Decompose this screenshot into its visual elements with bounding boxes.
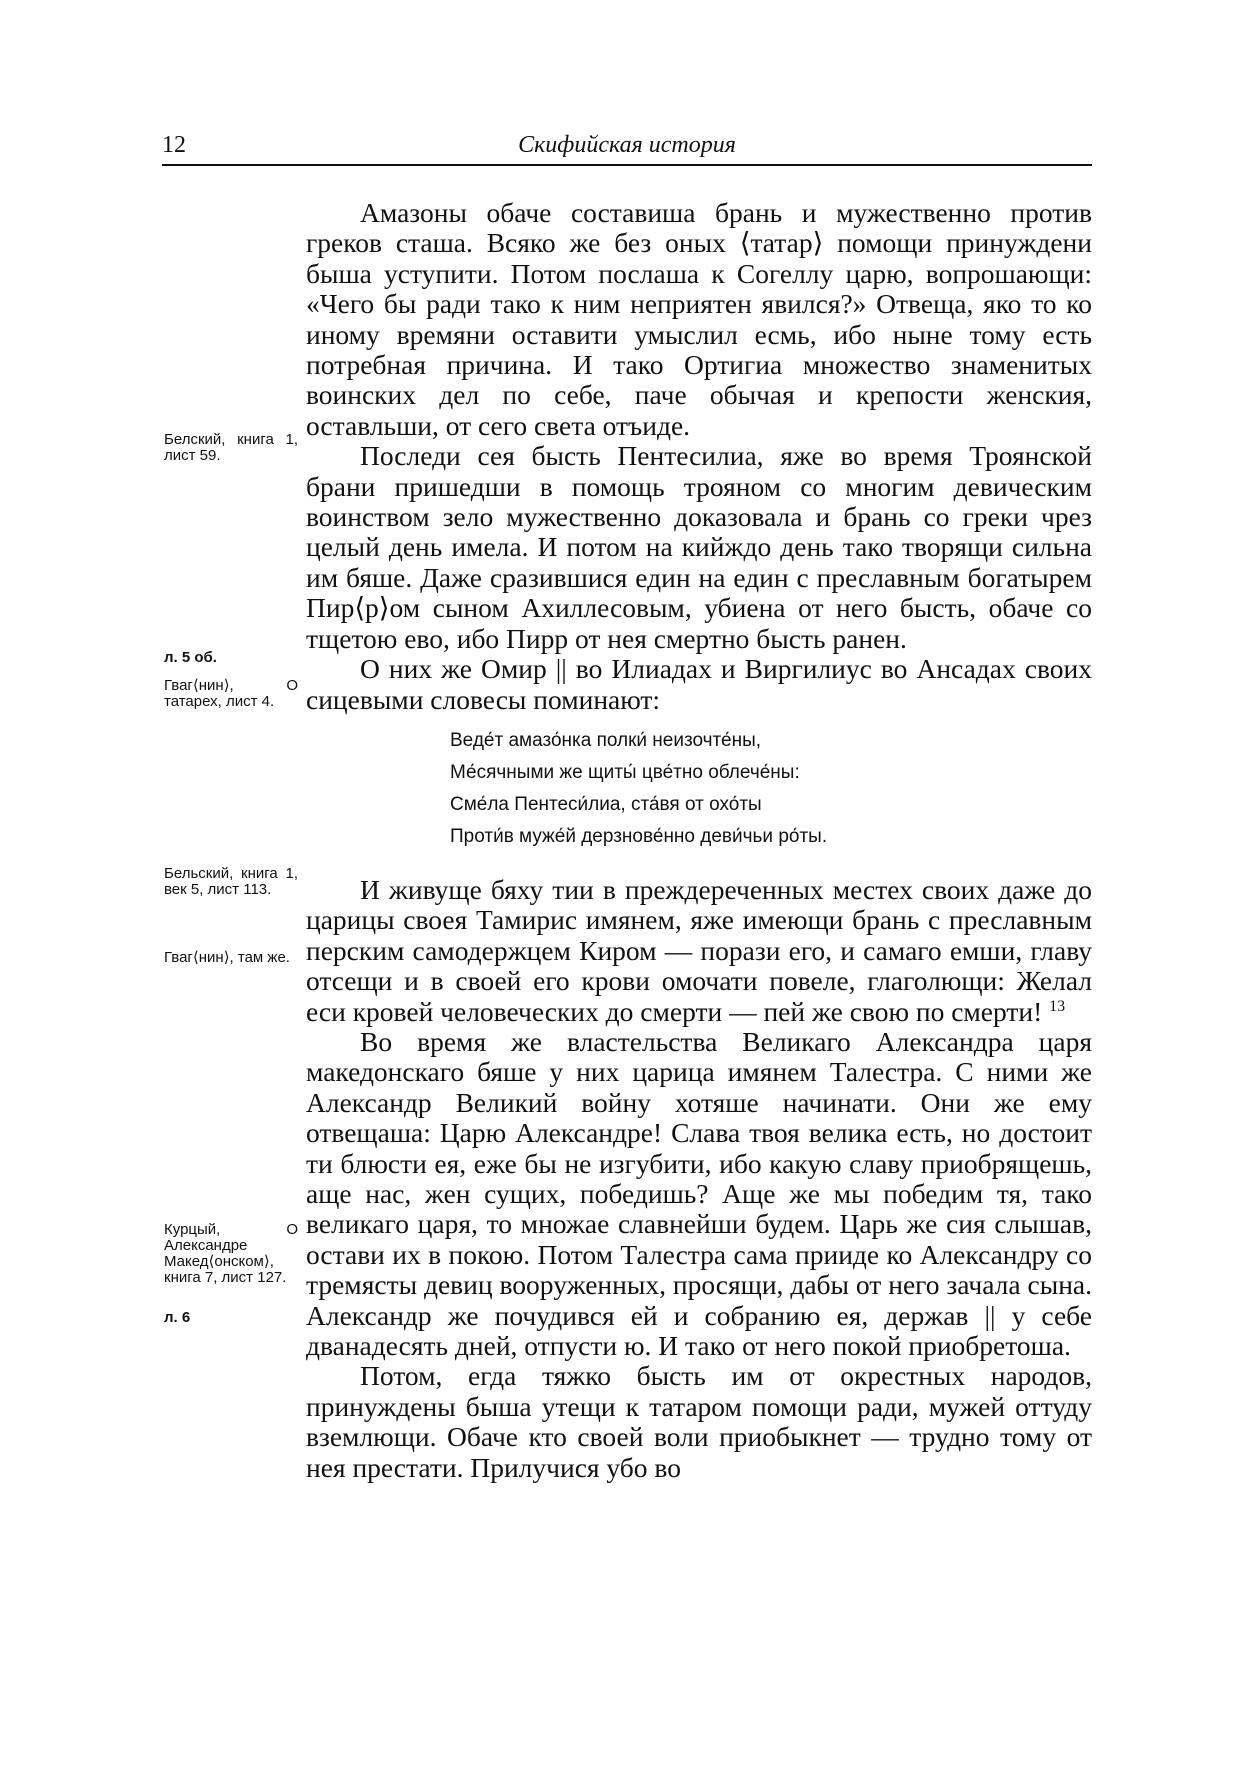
paragraph: Последи сея бысть Пентесилиа, яже во время Троянской брани пришедши в помощь трояном со многим девическим воинством зело мужественно доказовала и брань со греки чрез целый день имела. И потом на кийждо день тако творящи сильна им бяше. Даже сразившися един на един с преславным богатырем Пир⟨р⟩ом сыном Ахиллесовым, убиена от него бысть, обаче со тщетою ево, ибо Пирр от нея смертно бысть ранен.	[306, 440, 1092, 654]
margin-note-belsky-59: Белский, книга 1, лист 59.	[164, 431, 298, 464]
footnote-marker: 13	[1049, 997, 1066, 1015]
verse-line: Веде́т амазо́нка полки́ неизочте́ны,	[450, 729, 762, 751]
paragraph-text: И живуще бяху тии в преждереченных местех своих даже до царицы своея Тамирис имянем, яже имеющи брань с преславным перским самодержцем Киром — порази его, и самаго емши, главу отсещи и в своей его крови омочати повеле, глаголющи: Желал еси кровей человеческих до смерти — пей же свою по смерти!	[306, 873, 1092, 1027]
paragraph: Амазоны обаче составиша брань и мужественно против греков сташа. Всяко же без оных ⟨татар⟩ помощи принуждени быша уступити. Потом послаша к Согеллу царю, вопрошающи: «Чего бы ради тако к ним неприятен явился?» Отвеща, яко то ко иному времяни оставити умыслил есмь, ибо ныне тому есть потребная причина. И тако Ортигиа множество знаменитых воинских дел по себе, паче обычая и крепости женския, оставльши, от сего света отъиде.	[306, 197, 1092, 441]
paragraph: О них же Омир || во Илиадах и Виргилиус во Ансадах своих сицевыми словесы поминают:	[306, 653, 1092, 715]
verse-quotation	[450, 725, 1092, 853]
running-title: Скифийская история	[518, 132, 736, 158]
margin-note-folio-6: л. 6	[164, 1309, 191, 1326]
paragraph	[306, 875, 1092, 1027]
margin-note-folio-5v: л. 5 об.	[164, 649, 217, 666]
paragraph: Потом, егда тяжко бысть им от окрестных народов, принуждены быша утещи к татаром помощи ради, мужей оттуду вземлющи. Обаче кто своей воли приобыкнет — трудно тому от нея престати. Прилучися убо во	[306, 1360, 1092, 1483]
margin-note-gvagnin-4: Гваг⟨нин⟩, О татарех, лист 4.	[164, 677, 298, 710]
verse-line: Проти́в муже́й дерзнове́нно деви́чьи ро́ты.	[450, 825, 828, 847]
verse-line: Сме́ла Пентеси́лиа, ста́вя от охо́ты	[450, 793, 762, 815]
main-text	[306, 198, 1092, 1483]
page-header	[162, 124, 1092, 164]
margin-note-curtius-127: Курцый, О Александре Макед⟨онском⟩, книга 7, лист 127.	[164, 1221, 298, 1286]
margin-note-belsky-113: Бельский, книга 1, век 5, лист 113.	[164, 865, 298, 898]
page-number: 12	[162, 132, 186, 158]
margin-note-gvagnin-same: Гваг⟨нин⟩, там же.	[164, 949, 290, 966]
paragraph: Во время же властельства Великаго Александра царя македонскаго бяше у них царица имянем Талестра. С ними же Александр Великий войну хотяше начинати. Они же ему отвещаша: Царю Александре! Слава твоя велика есть, но достоит ти блюсти ея, еже бы не изгубити, ибо какую славу приобрящешь, аще нас, жен сущих, победишь? Аще же мы победим тя, тако великаго царя, то множае славнейши будем. Царь же сия слышав, остави их в покою. Потом Талестра сама прииде ко Александру со тремясты девиц вооруженных, просящи, дабы от него зачала сына. Александр же почудився ей и собранию ея, держав || у себе дванадесять дней, отпусти ю. И тако от него покой приобретоша.	[306, 1025, 1092, 1361]
header-rule	[162, 164, 1092, 166]
verse-line: Ме́сячными же щиты́ цве́тно облече́ны:	[450, 761, 800, 783]
